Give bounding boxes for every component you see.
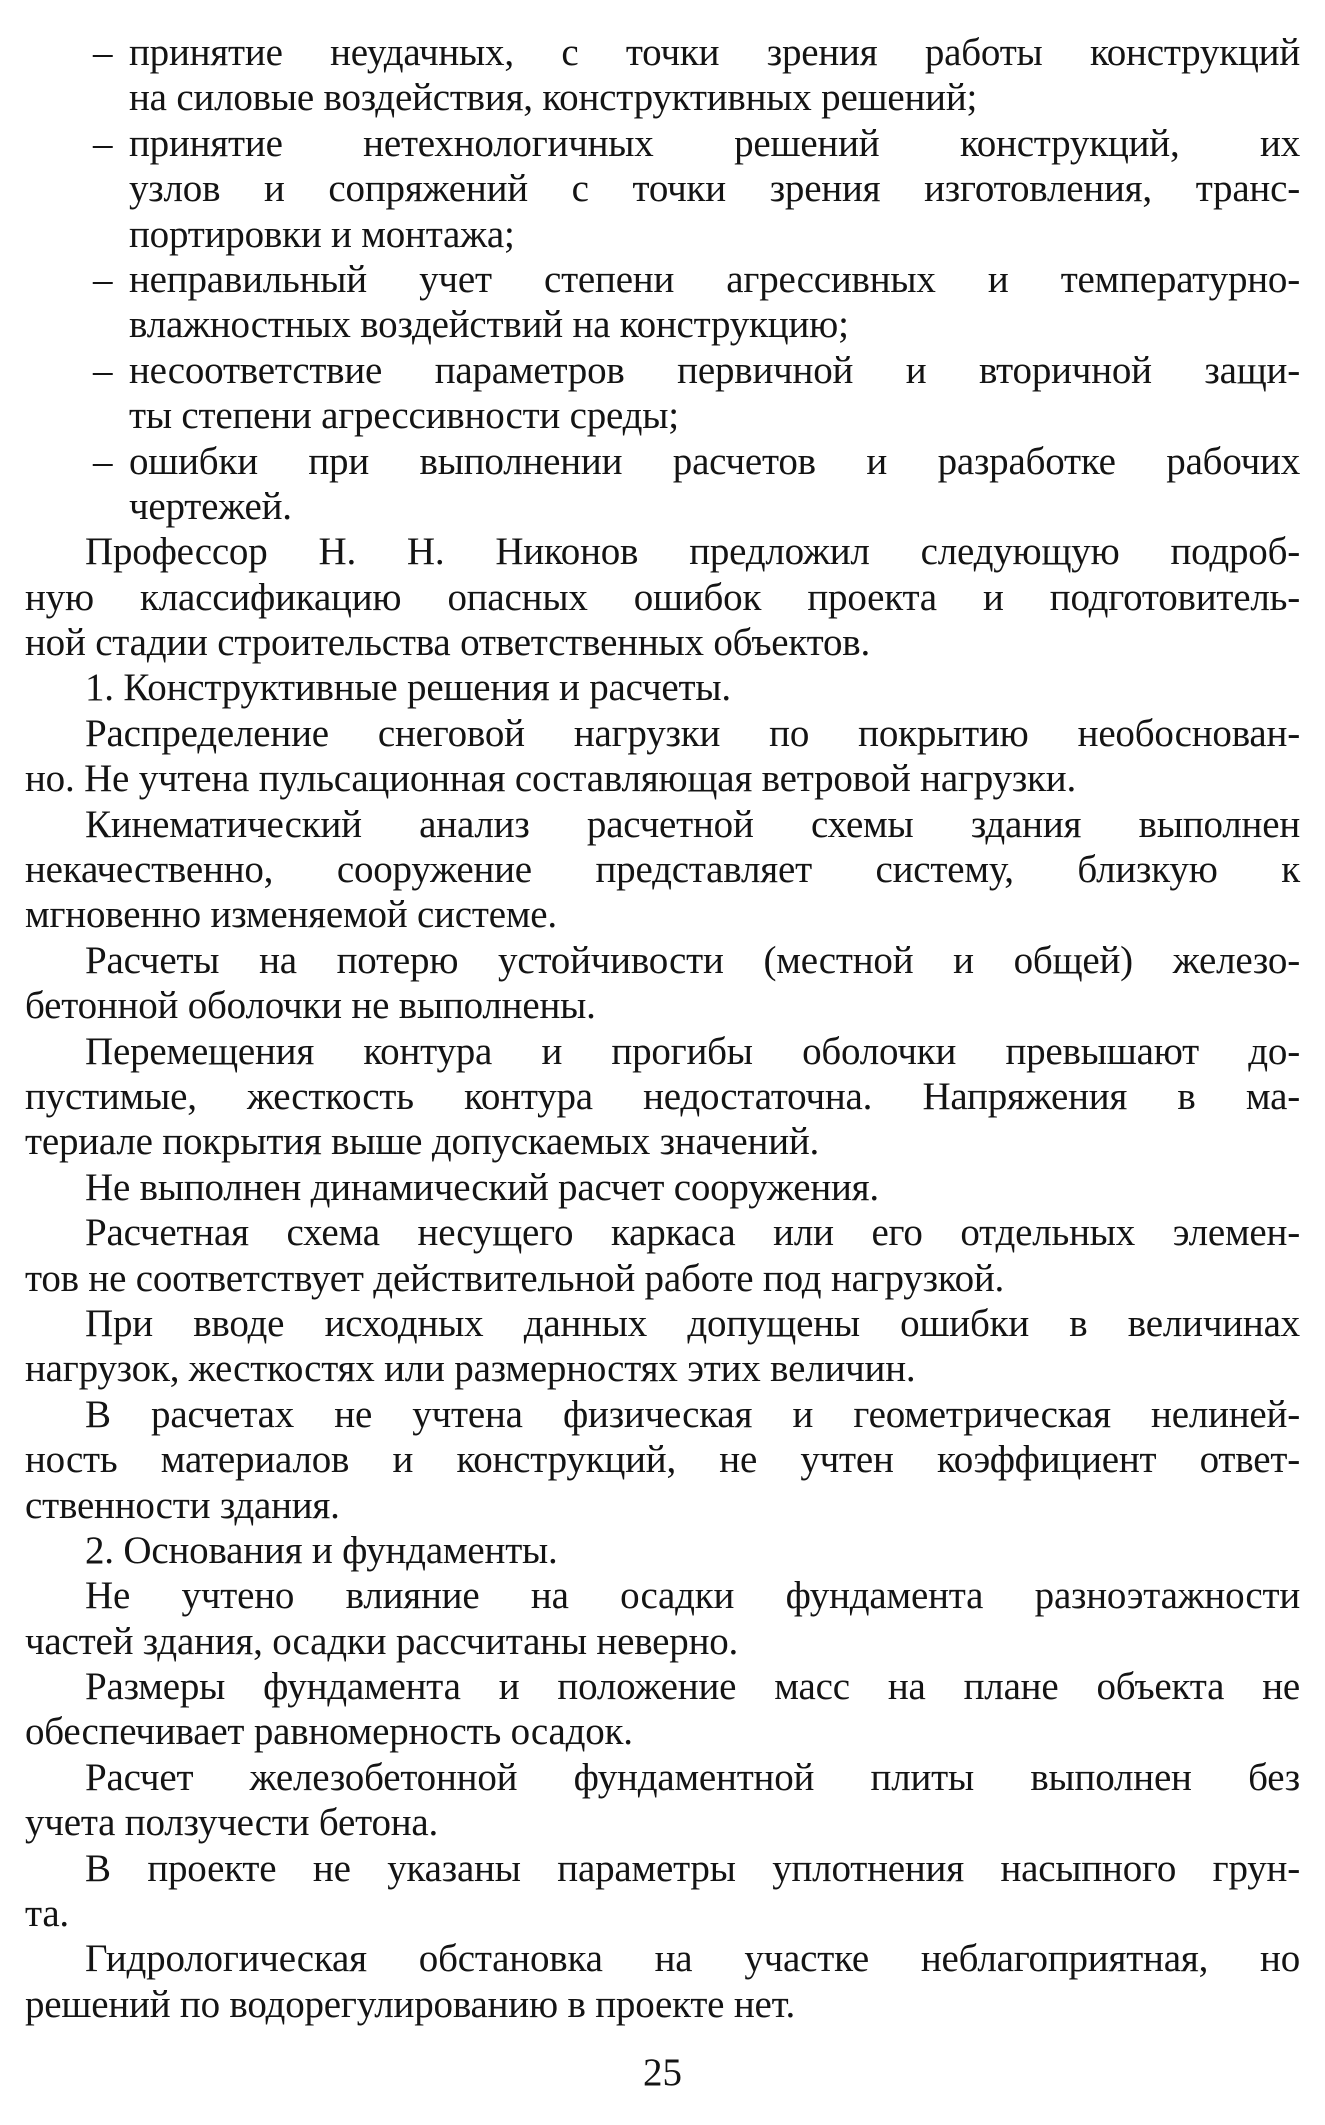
paragraph xyxy=(25,1392,1300,1528)
text-line: некачественно, сооружение представляет систему, близкую к xyxy=(25,848,1300,892)
text-line: Не выполнен динамический расчет сооружения. xyxy=(85,1165,879,1209)
text-line: Расчетная схема несущего каркаса или его отдельных элемен- xyxy=(85,1211,1300,1255)
dash-bullet-icon: – xyxy=(93,348,113,392)
dash-bullet-icon: – xyxy=(93,257,113,301)
text-line: Распределение снеговой нагрузки по покрытию необоснован- xyxy=(85,711,1300,755)
paragraph xyxy=(25,938,1300,1029)
paragraph xyxy=(25,1573,1300,1664)
text-line: – несоответствие параметров первичной и вторичной защи- xyxy=(93,348,1300,392)
paragraph xyxy=(25,802,1300,938)
text-line: но. Не учтена пульсационная составляющая ветровой нагрузки. xyxy=(25,757,1076,801)
paragraph xyxy=(25,1755,1300,1846)
text-line: решений по водорегулированию в проекте нет. xyxy=(25,1982,796,2026)
text-line: 2. Основания и фундаменты. xyxy=(85,1528,558,1572)
paragraph xyxy=(25,1301,1300,1392)
paragraph xyxy=(25,1210,1300,1301)
text-line: ственности здания. xyxy=(25,1483,340,1527)
paragraph xyxy=(25,1029,1300,1165)
text-line: В расчетах не учтена физическая и геометрическая нелиней- xyxy=(85,1392,1300,1436)
text-line: та. xyxy=(25,1892,69,1936)
paragraph xyxy=(25,1846,1300,1937)
text-line: – принятие нетехнологичных решений конструкций, их xyxy=(93,121,1300,165)
text-line: Кинематический анализ расчетной схемы здания выполнен xyxy=(85,802,1300,846)
text-line: При вводе исходных данных допущены ошибки в величинах xyxy=(85,1301,1300,1345)
text-line: Расчет железобетонной фундаментной плиты выполнен без xyxy=(85,1755,1300,1799)
text-line: мгновенно изменяемой системе. xyxy=(25,893,557,937)
text-line: – неправильный учет степени агрессивных и температурно- xyxy=(93,257,1300,301)
text-line: нагрузок, жесткостях или размерностях этих величин. xyxy=(25,1347,916,1391)
text-line: обеспечивает равномерность осадок. xyxy=(25,1710,633,1754)
text-line: – принятие неудачных, с точки зрения работы конструкций xyxy=(93,31,1300,74)
bullet-item xyxy=(25,257,1300,348)
bullet-item xyxy=(25,121,1300,257)
text-line: ты степени агрессивности среды; xyxy=(129,394,679,438)
text-line: – ошибки при выполнении расчетов и разработке рабочих xyxy=(93,439,1300,483)
text-line: Не учтено влияние на осадки фундамента разноэтажности xyxy=(85,1574,1300,1618)
text-line: 1. Конструктивные решения и расчеты. xyxy=(85,666,731,710)
text-line: ной стадии строительства ответственных объектов. xyxy=(25,621,871,665)
text-line: пустимые, жесткость контура недостаточна. Напряжения в ма- xyxy=(25,1074,1300,1118)
text-line: на силовые воздействия, конструктивных решений; xyxy=(129,76,978,120)
text-line: бетонной оболочки не выполнены. xyxy=(25,984,596,1028)
paragraph xyxy=(25,1664,1300,1755)
text-line: Размеры фундамента и положение масс на плане объекта не xyxy=(85,1665,1300,1709)
text-line: териале покрытия выше допускаемых значений. xyxy=(25,1120,820,1164)
text-line: узлов и сопряжений с точки зрения изготовления, транс- xyxy=(129,167,1300,211)
dash-bullet-icon: – xyxy=(93,439,113,483)
bullet-item xyxy=(25,439,1300,530)
bullet-item xyxy=(25,348,1300,439)
text-line: ность материалов и конструкций, не учтен коэффициент ответ- xyxy=(25,1438,1300,1482)
section-heading xyxy=(25,1528,1300,1573)
paragraph xyxy=(25,1936,1300,2027)
paragraph xyxy=(25,529,1300,665)
text-line: чертежей. xyxy=(129,484,292,528)
paragraph xyxy=(25,711,1300,802)
bullet-item xyxy=(25,30,1300,121)
page-number: 25 xyxy=(643,2051,682,2094)
text-line: Гидрологическая обстановка на участке неблагоприятная, но xyxy=(85,1937,1300,1981)
document-page xyxy=(25,30,1300,2027)
dash-bullet-icon: – xyxy=(93,121,113,165)
paragraph xyxy=(25,1165,1300,1210)
text-line: учета ползучести бетона. xyxy=(25,1801,439,1845)
dash-bullet-icon: – xyxy=(93,31,113,74)
text-line: частей здания, осадки рассчитаны неверно. xyxy=(25,1619,739,1663)
section-heading xyxy=(25,665,1300,710)
text-line: Профессор Н. Н. Никонов предложил следующую подроб- xyxy=(85,530,1300,574)
text-line: влажностных воздействий на конструкцию; xyxy=(129,303,849,347)
text-line: В проекте не указаны параметры уплотнения насыпного грун- xyxy=(85,1846,1300,1890)
text-line: портировки и монтажа; xyxy=(129,212,515,256)
text-line: ную классификацию опасных ошибок проекта и подготовитель- xyxy=(25,575,1300,619)
text-line: Перемещения контура и прогибы оболочки превышают до- xyxy=(85,1029,1300,1073)
text-line: Расчеты на потерю устойчивости (местной и общей) железо- xyxy=(85,938,1300,982)
text-line: тов не соответствует действительной работе под нагрузкой. xyxy=(25,1256,1005,1300)
